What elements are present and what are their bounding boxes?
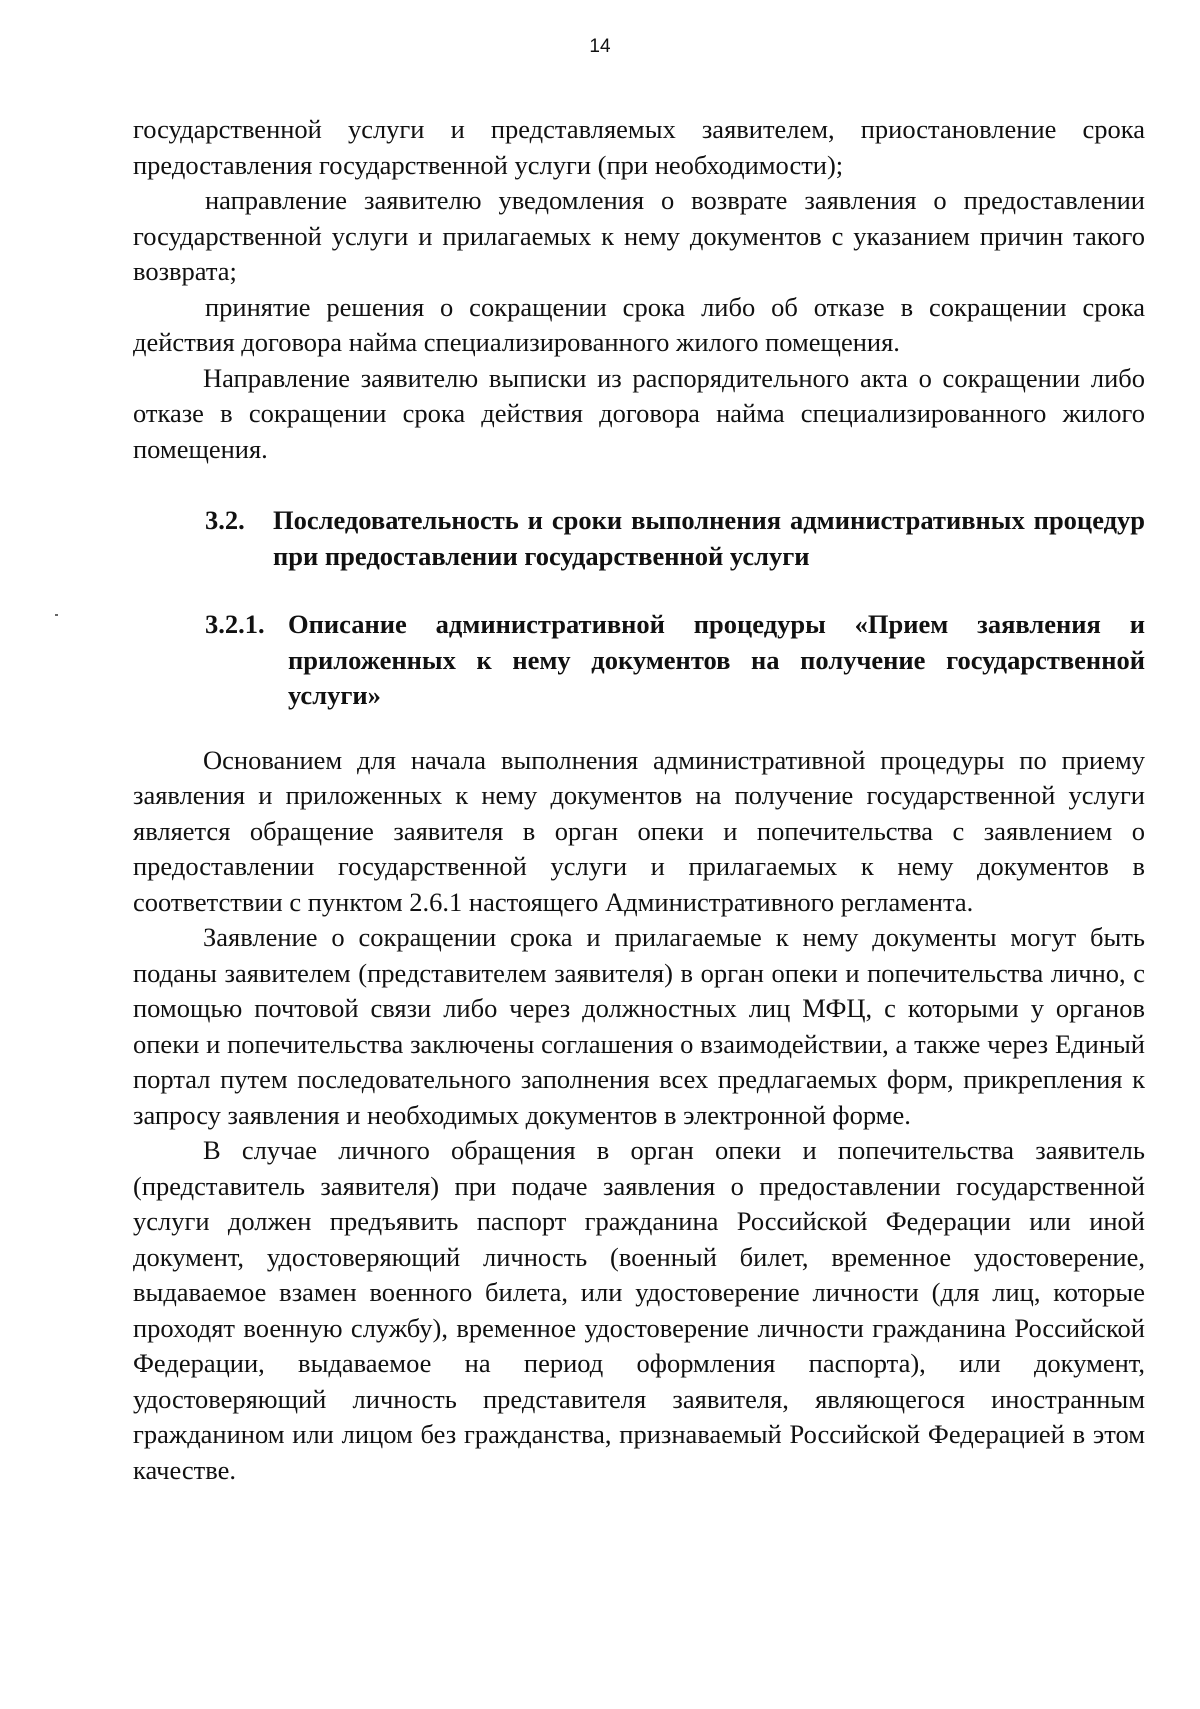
- paragraph-continuation: государственной услуги и представляемых заявителем, приостановление срока предоставления государственной услуги (при необходимости);: [133, 114, 1145, 180]
- paragraph-extract: Направление заявителю выписки из распорядительного акта о сокращении либо отказе в сокращении срока действия договора найма специализированного жилого помещения.: [133, 362, 1145, 464]
- section-heading-3-2: [133, 503, 1145, 574]
- paragraph-personal-visit: В случае личного обращения в орган опеки и попечительства заявитель (представитель заявителя) при подаче заявления о предоставлении государственной услуги должен предъявить паспорт гражданина Российской Федерации или иной документ, удостоверяющий личность (военный билет, временное удостоверение, выдаваемое взамен военного билета, или удостоверение личности (для лиц, которые проходят военную службу), временное удостоверение личности гражданина Российской Федерации, выдаваемое на период оформления паспорта), или документ, удостоверяющий личность представителя заявителя, являющегося иностранным гражданином или лицом без гражданства, признаваемый Российской Федерацией в этом качестве.: [133, 1135, 1145, 1485]
- section-number: 3.2.: [205, 505, 245, 535]
- section-title: Описание административной процедуры «Прием заявления и приложенных к нему документов на получение государственной услуги»: [288, 609, 1145, 710]
- spacer: [133, 467, 1145, 503]
- document-body: [133, 112, 1145, 1488]
- scan-speck: [55, 614, 58, 616]
- paragraph-decision: принятие решения о сокращении срока либо об отказе в сокращении срока действия договора найма специализированного жилого помещения.: [133, 291, 1145, 357]
- page-number: 14: [589, 36, 611, 57]
- spacer: [133, 574, 1145, 607]
- section-number: 3.2.1.: [205, 609, 265, 639]
- paragraph-basis: Основанием для начала выполнения административной процедуры по приему заявления и приложенных к нему документов на получение государственной услуги является обращение заявителя в орган опеки и попечительства с заявлением о предоставлении государственной услуги и прилагаемых к нему документов в соответствии с пунктом 2.6.1 настоящего Административного регламента.: [133, 744, 1145, 917]
- section-title: Последовательность и сроки выполнения административных процедур при предоставлении государственной услуги: [273, 505, 1145, 571]
- section-heading-3-2-1: [133, 607, 1145, 714]
- paragraph-submission: Заявление о сокращении срока и прилагаемые к нему документы могут быть поданы заявителем (представителем заявителя) в орган опеки и попечительства лично, с помощью почтовой связи либо через должностных лиц МФЦ, с которыми у органов опеки и попечительства заключены соглашения о взаимодействии, а также через Единый портал путем последовательного заполнения всех предлагаемых форм, прикрепления к запросу заявления и необходимых документов в электронной форме.: [133, 922, 1145, 1130]
- spacer: [133, 714, 1145, 743]
- paragraph-return-notice: направление заявителю уведомления о возврате заявления о предоставлении государственной услуги и прилагаемых к нему документов с указанием причин такого возврата;: [133, 185, 1145, 286]
